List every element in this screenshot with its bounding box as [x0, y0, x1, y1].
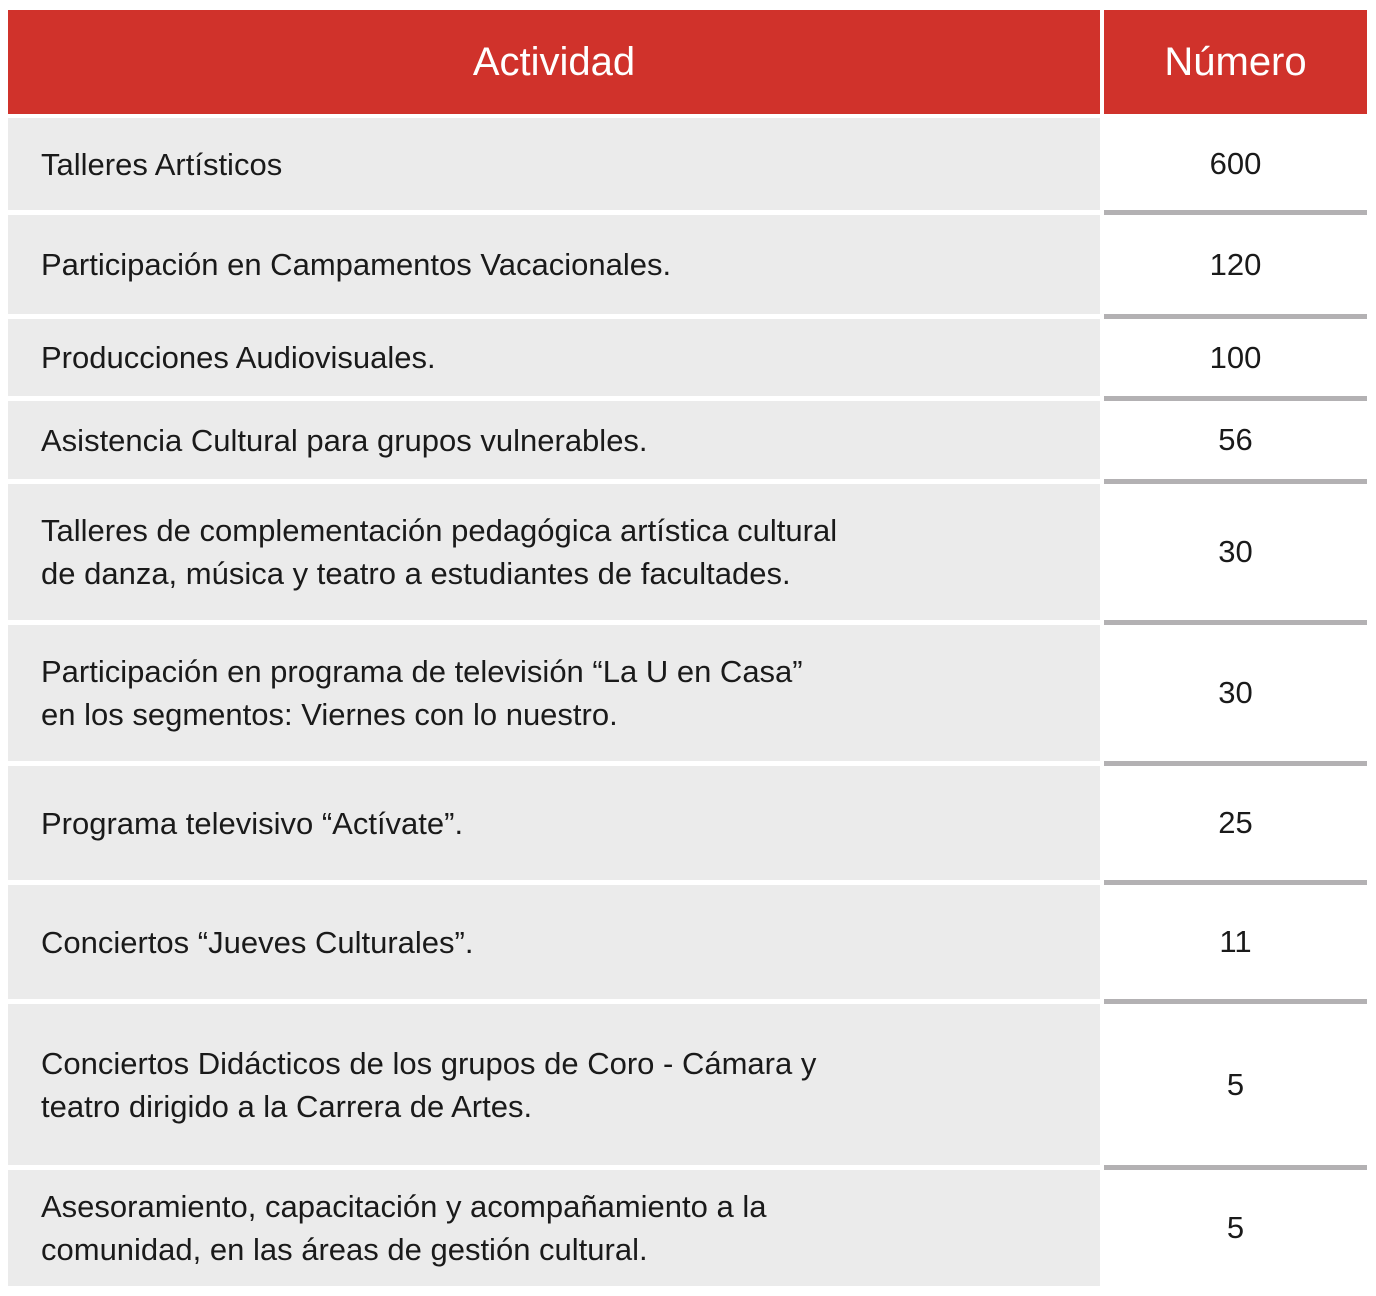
number-cell: 100	[1104, 319, 1367, 396]
activity-cell: Conciertos Didácticos de los grupos de Coro - Cámara y teatro dirigido a la Carrera de Artes.	[8, 1004, 1100, 1165]
number-cell: 30	[1104, 484, 1367, 620]
number-cell: 11	[1104, 885, 1367, 999]
number-cell: 5	[1104, 1170, 1367, 1286]
number-cell: 25	[1104, 766, 1367, 880]
table-row	[8, 215, 1367, 314]
table-row	[8, 766, 1367, 880]
table-row	[8, 401, 1367, 479]
activity-cell: Asistencia Cultural para grupos vulnerables.	[8, 401, 1100, 479]
header-activity: Actividad	[8, 10, 1100, 114]
table-row	[8, 118, 1367, 210]
table-row	[8, 319, 1367, 396]
table-row	[8, 1004, 1367, 1165]
number-cell: 56	[1104, 401, 1367, 479]
number-cell: 5	[1104, 1004, 1367, 1165]
activity-cell: Conciertos “Jueves Culturales”.	[8, 885, 1100, 999]
table-row	[8, 625, 1367, 761]
activity-cell: Asesoramiento, capacitación y acompañamiento a la comunidad, en las áreas de gestión cultural.	[8, 1170, 1100, 1286]
activity-cell: Producciones Audiovisuales.	[8, 319, 1100, 396]
activity-cell: Participación en Campamentos Vacacionales.	[8, 215, 1100, 314]
activity-cell: Talleres Artísticos	[8, 118, 1100, 210]
table-row	[8, 885, 1367, 999]
number-cell: 600	[1104, 118, 1367, 210]
activity-cell: Programa televisivo “Actívate”.	[8, 766, 1100, 880]
header-number: Número	[1104, 10, 1367, 114]
activity-cell: Talleres de complementación pedagógica artística cultural de danza, música y teatro a estudiantes de facultades.	[8, 484, 1100, 620]
table-row	[8, 484, 1367, 620]
number-cell: 120	[1104, 215, 1367, 314]
table-row	[8, 1170, 1367, 1286]
activity-cell: Participación en programa de televisión “La U en Casa” en los segmentos: Viernes con lo nuestro.	[8, 625, 1100, 761]
number-cell: 30	[1104, 625, 1367, 761]
